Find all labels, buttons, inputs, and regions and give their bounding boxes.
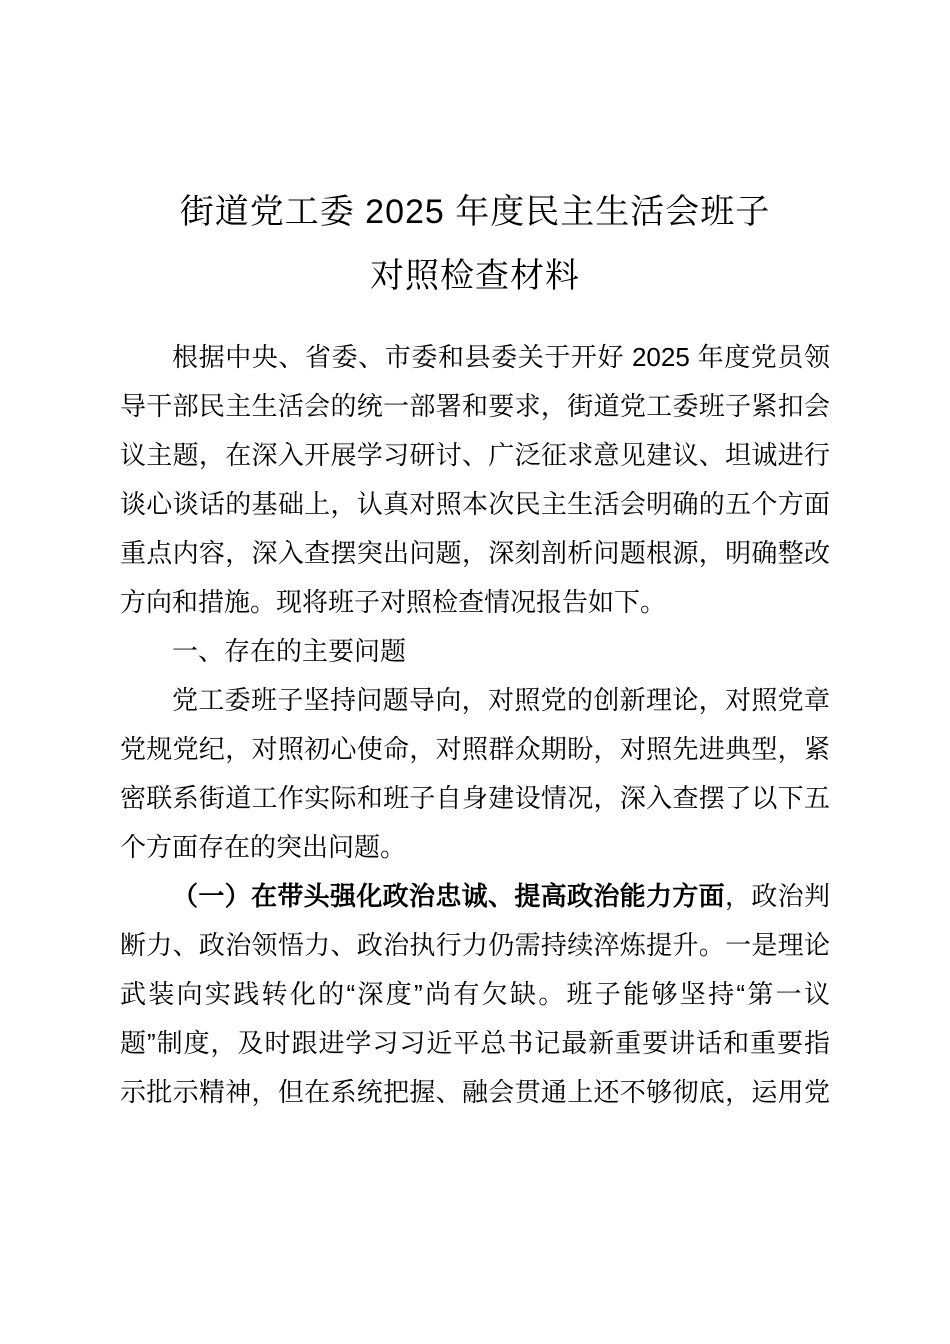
document-body [120, 333, 830, 1117]
text-run: 题”制度，及时跟进学习习近平总书记最新重要讲话和重要指 [120, 1028, 830, 1058]
paragraph-section-1-lead [120, 676, 830, 872]
text-run: 武装向实践转化的“深度”尚有欠缺。班子能够坚持“第一议 [120, 979, 830, 1009]
document-title-line-2: 对照检查材料 [370, 257, 580, 295]
text-line [120, 431, 830, 480]
text-line [120, 1019, 830, 1068]
text-line [120, 823, 830, 872]
text-run: 一、存在的主要问题 [172, 636, 407, 666]
paragraph-item-1 [120, 872, 830, 1117]
text-run: 示批示精神，但在系统把握、融会贯通上还不够彻底，运用党 [120, 1077, 830, 1107]
text-line [120, 676, 830, 725]
document-title [120, 180, 830, 308]
text-line [120, 333, 830, 382]
text-run: 根据中央、省委、市委和县委关于开好 2025 年度党员领 [172, 342, 830, 372]
text-run: 党规党纪，对照初心使命，对照群众期盼，对照先进典型，紧 [120, 734, 830, 764]
text-line [120, 725, 830, 774]
document-title-line-1: 街道党工委 2025 年度民主生活会班子 [179, 193, 771, 231]
text-line [120, 921, 830, 970]
text-line [120, 1068, 830, 1117]
text-run: 断力、政治领悟力、政治执行力仍需持续淬炼提升。一是理论 [120, 930, 830, 960]
text-run: 个方面存在的突出问题。 [120, 832, 407, 862]
text-line [120, 627, 830, 676]
text-run: 导干部民主生活会的统一部署和要求，街道党工委班子紧扣会 [120, 391, 830, 421]
text-run: 重点内容，深入查摆突出问题，深刻剖析问题根源，明确整改 [120, 538, 830, 568]
text-run: 谈心谈话的基础上，认真对照本次民主生活会明确的五个方面 [120, 489, 830, 519]
text-run: 密联系街道工作实际和班子自身建设情况，深入查摆了以下五 [120, 783, 830, 813]
text-line [120, 872, 830, 921]
text-run: 方向和措施。现将班子对照检查情况报告如下。 [120, 587, 667, 617]
text-line [120, 970, 830, 1019]
text-run: 议主题，在深入开展学习研讨、广泛征求意见建议、坦诚进行 [120, 440, 830, 470]
text-line [120, 382, 830, 431]
text-line [120, 529, 830, 578]
text-run: 党工委班子坚持问题导向，对照党的创新理论，对照党章 [172, 685, 830, 715]
document-content [120, 0, 830, 1117]
text-line [120, 578, 830, 627]
paragraph-section-1-heading [120, 627, 830, 676]
paragraph-intro [120, 333, 830, 627]
text-run: ，政治判 [724, 881, 830, 911]
text-line [120, 774, 830, 823]
bold-text-run: （一）在带头强化政治忠诚、提高政治能力方面 [172, 881, 725, 911]
text-line [120, 480, 830, 529]
